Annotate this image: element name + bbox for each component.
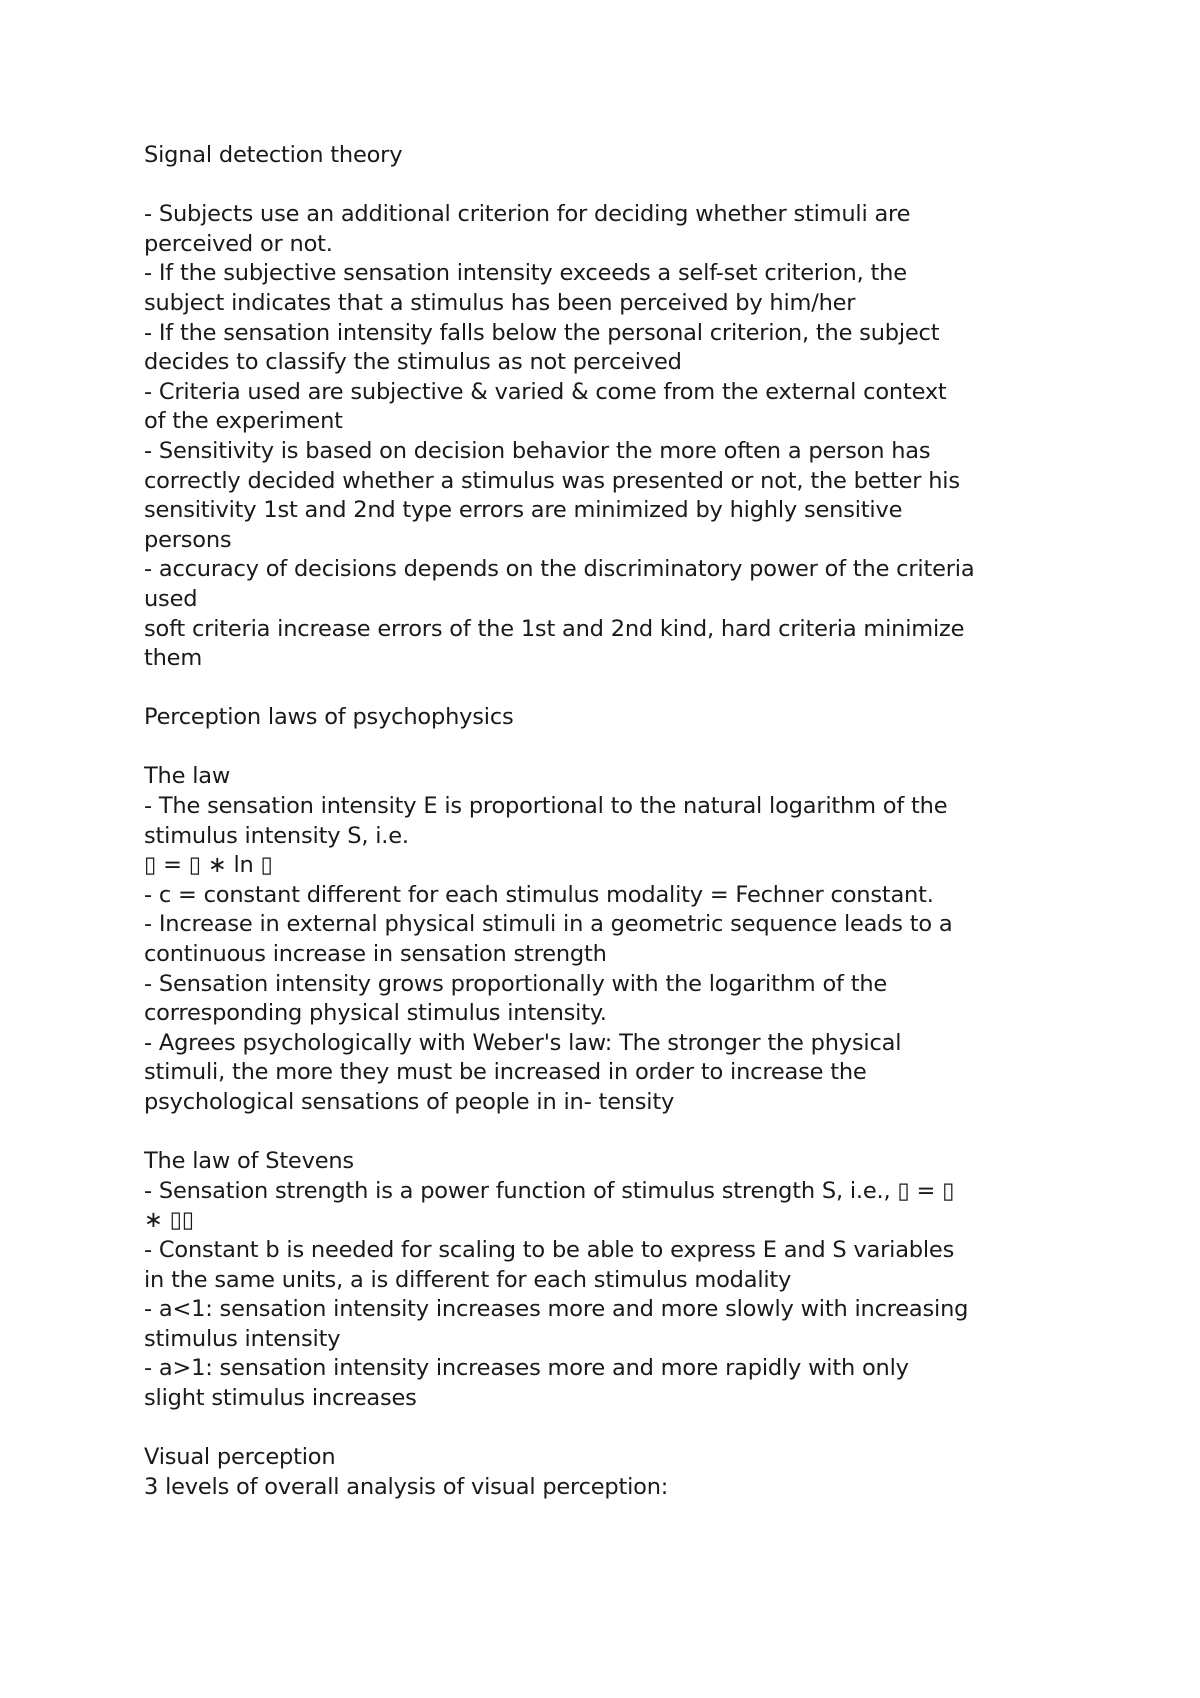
text-line: The law of Stevens bbox=[144, 1148, 354, 1175]
text-line: in the same units, a is different for each stimulus modality bbox=[144, 1266, 792, 1293]
document-page bbox=[144, 141, 1084, 1502]
section-heading: Perception laws of psychophysics bbox=[144, 704, 514, 731]
text-line: The law bbox=[144, 763, 231, 790]
text-line: slight stimulus increases bbox=[144, 1384, 417, 1411]
text-line: corresponding physical stimulus intensity. bbox=[144, 1000, 607, 1027]
text-line: persons bbox=[144, 526, 232, 553]
text-line: - a<1: sensation intensity increases more and more slowly with increasing bbox=[144, 1296, 969, 1323]
document-body bbox=[144, 141, 1084, 1502]
text-line: stimulus intensity S, i.e. bbox=[144, 822, 409, 849]
text-line: correctly decided whether a stimulus was presented or not, the better his bbox=[144, 467, 960, 494]
text-line: stimulus intensity bbox=[144, 1325, 341, 1352]
text-line: continuous increase in sensation strength bbox=[144, 941, 607, 968]
blank-line bbox=[144, 1118, 1084, 1148]
section-heading: Visual perception bbox=[144, 1444, 336, 1471]
text-line: stimuli, the more they must be increased in order to increase the bbox=[144, 1059, 867, 1086]
text-line: ▯ = ▯ ∗ ln ▯ bbox=[144, 852, 273, 879]
text-line: ∗ ▯▯ bbox=[144, 1207, 194, 1234]
text-line: - Increase in external physical stimuli in a geometric sequence leads to a bbox=[144, 911, 953, 938]
text-line: subject indicates that a stimulus has been perceived by him/her bbox=[144, 289, 856, 316]
text-line: them bbox=[144, 645, 203, 672]
section-heading: Signal detection theory bbox=[144, 142, 403, 168]
text-line: 3 levels of overall analysis of visual perception: bbox=[144, 1473, 669, 1500]
text-line: - a>1: sensation intensity increases more and more rapidly with only bbox=[144, 1355, 909, 1382]
blank-line bbox=[144, 733, 1084, 763]
text-line: - If the subjective sensation intensity exceeds a self-set criterion, the bbox=[144, 260, 907, 287]
text-line: - Sensation intensity grows proportionally with the logarithm of the bbox=[144, 970, 888, 997]
text-line: of the experiment bbox=[144, 408, 343, 435]
text-line: - The sensation intensity E is proportional to the natural logarithm of the bbox=[144, 793, 948, 820]
blank-line bbox=[144, 674, 1084, 704]
text-line: sensitivity 1st and 2nd type errors are minimized by highly sensitive bbox=[144, 497, 903, 524]
text-line: psychological sensations of people in in- tensity bbox=[144, 1089, 675, 1115]
text-line: - Agrees psychologically with Weber's law: The stronger the physical bbox=[144, 1029, 902, 1056]
blank-line bbox=[144, 1414, 1084, 1444]
text-line: - Subjects use an additional criterion for deciding whether stimuli are bbox=[144, 201, 911, 228]
text-line: soft criteria increase errors of the 1st and 2nd kind, hard criteria minimize bbox=[144, 615, 965, 642]
blank-line bbox=[144, 171, 1084, 201]
text-line: decides to classify the stimulus as not perceived bbox=[144, 349, 682, 376]
text-line: - Sensation strength is a power function of stimulus strength S, i.e., ▯ = ▯ bbox=[144, 1177, 955, 1204]
text-line: perceived or not. bbox=[144, 230, 333, 257]
text-line: used bbox=[144, 585, 198, 612]
text-line: - accuracy of decisions depends on the discriminatory power of the criteria bbox=[144, 556, 975, 583]
text-line: - If the sensation intensity falls below the personal criterion, the subject bbox=[144, 319, 940, 346]
text-line: - Criteria used are subjective & varied & come from the external context bbox=[144, 378, 947, 405]
text-line: - Constant b is needed for scaling to be able to express E and S variables bbox=[144, 1236, 955, 1263]
text-line: - Sensitivity is based on decision behavior the more often a person has bbox=[144, 437, 931, 464]
text-line: - c = constant different for each stimulus modality = Fechner constant. bbox=[144, 881, 934, 908]
